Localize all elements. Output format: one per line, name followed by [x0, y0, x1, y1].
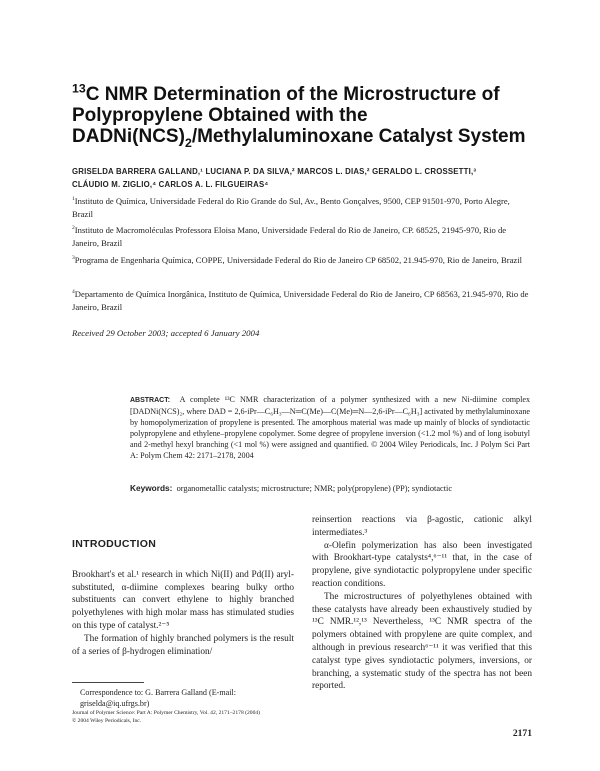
- right-paragraph-1: reinsertion reactions via β-agostic, cationic alkyl intermediates.³: [312, 515, 532, 538]
- section-heading-introduction: INTRODUCTION: [72, 538, 157, 550]
- author-list: [72, 165, 532, 191]
- affiliation-number: 1: [72, 196, 75, 203]
- intro-paragraph-2: The formation of highly branched polymers is the result of a series of β-hydrogen elimination/: [72, 633, 294, 657]
- affiliation-1: [72, 195, 532, 221]
- right-column: [312, 514, 532, 693]
- abstract: [130, 394, 530, 461]
- affiliation-3: [72, 254, 532, 267]
- page-number: 2171: [512, 728, 532, 739]
- affiliation-text: Instituto de Química, Universidade Federal do Rio Grande do Sul, Av., Bento Gonçalves, 9500, CEP 91501-970, Porto Alegre, Brazil: [72, 196, 510, 219]
- journal-line-1: Journal of Polymer Science: Part A: Polymer Chemistry, Vol. 42, 2171–2178 (2004): [72, 710, 261, 716]
- author-line-2: CLÁUDIO M. ZIGLIO,⁴ CARLOS A. L. FILGUEIRAS⁴: [72, 180, 269, 189]
- title-isotope-sup: 13: [72, 81, 86, 96]
- title-line-3-sub: 2: [184, 135, 192, 150]
- title-line-3b: /Methylaluminoxane Catalyst System: [191, 126, 526, 147]
- affiliation-text: Instituto de Macromoléculas Professora Eloisa Mano, Universidade Federal do Rio de Janeiro, CP. 68525, 21945-970, Rio de Janeiro, Brazil: [72, 225, 507, 248]
- title-line-3a: DADNi(NCS): [72, 126, 185, 147]
- affiliation-number: 2: [72, 225, 75, 232]
- intro-paragraph-1: Brookhart's et al.¹ research in which Ni(II) and Pd(II) aryl-substituted, α-diimine complexes bearing bulky ortho substituents can convert ethylene to highly branched polyethylenes with high molar mass has stimulated studies on this type of catalyst.²⁻⁵: [72, 569, 294, 631]
- affiliation-number: 4: [72, 289, 75, 296]
- journal-line-2: © 2004 Wiley Periodicals, Inc.: [72, 717, 142, 724]
- author-line-1: GRISELDA BARRERA GALLAND,¹ LUCIANA P. DA SILVA,² MARCOS L. DIAS,² GERALDO L. CROSSETTI,³: [72, 167, 477, 176]
- right-paragraph-3: The microstructures of polyethylenes obtained with these catalysts have already been exhaustively studied by ¹³C NMR.¹²,¹³ Nevertheless, ¹³C NMR spectra of the polymers obtained with propylene are quite complex, and although in previous research⁶⁻¹¹ it was verified that this catalyst type gives syndiotactic polymers, inversions, or branching, a systematic study of the spectra has not been reported.: [312, 591, 532, 692]
- correspondence-footnote: Correspondence to: G. Barrera Galland (E-mail: griselda@iq.ufrgs.br): [80, 688, 236, 708]
- affiliation-text: Departamento de Química Inorgânica, Instituto de Química, Universidade Federal do Rio de Janeiro, CP 68563, 21.945-970, Rio de Janeiro, Brazil: [72, 289, 529, 312]
- affiliation-4: [72, 288, 532, 314]
- affiliation-text: Programa de Engenharia Química, COPPE, Universidade Federal do Rio de Janeiro CP 68502, 21.945-970, Rio de Janeiro, Brazil: [74, 255, 522, 265]
- affiliation-2: [72, 224, 532, 250]
- keywords: [130, 483, 530, 494]
- affiliation-number: 3: [72, 255, 75, 262]
- title-line-2: Polypropylene Obtained with the: [72, 105, 368, 126]
- journal-citation: [72, 710, 302, 725]
- title-line-1: C NMR Determination of the Microstructure of: [85, 84, 500, 105]
- received-dates: Received 29 October 2003; accepted 6 January 2004: [72, 328, 260, 338]
- keywords-text: organometallic catalysts; microstructure; NMR; poly(propylene) (PP); syndiotactic: [176, 484, 453, 493]
- paper-title: [72, 81, 542, 150]
- right-paragraph-2: α-Olefin polymerization has also been investigated with Brookhart-type catalysts⁴,⁶⁻¹¹ that, in the case of propylene, give syndiotactic polypropylene under specific reaction conditions.: [312, 540, 532, 589]
- keywords-label: Keywords:: [130, 483, 173, 493]
- abstract-text: A complete ¹³C NMR characterization of a polymer synthesized with a new Ni-diimine complex [DADNi(NCS)₂, where DAD = 2,6-iPr—C₆H₃—N═C(Me)—C(Me)═N—2,6-iPr—C₆H₃] activated by methylaluminoxane by homopolymerization of propylene is presented. The amorphous material was made up mainly of blocks of syndiotactic polypropylene and ethylene–propylene copolymer. Some degree of propylene inversion (<1.2 mol %) and of long isobutyl and 2-methyl hexyl branching (<1 mol %) were assigned and quantified. © 2004 Wiley Periodicals, Inc. J Polym Sci Part A: Polym Chem 42: 2171–2178, 2004: [130, 395, 530, 460]
- left-column: [72, 538, 294, 658]
- footnote-divider: [72, 682, 144, 683]
- abstract-label: ABSTRACT:: [130, 397, 171, 404]
